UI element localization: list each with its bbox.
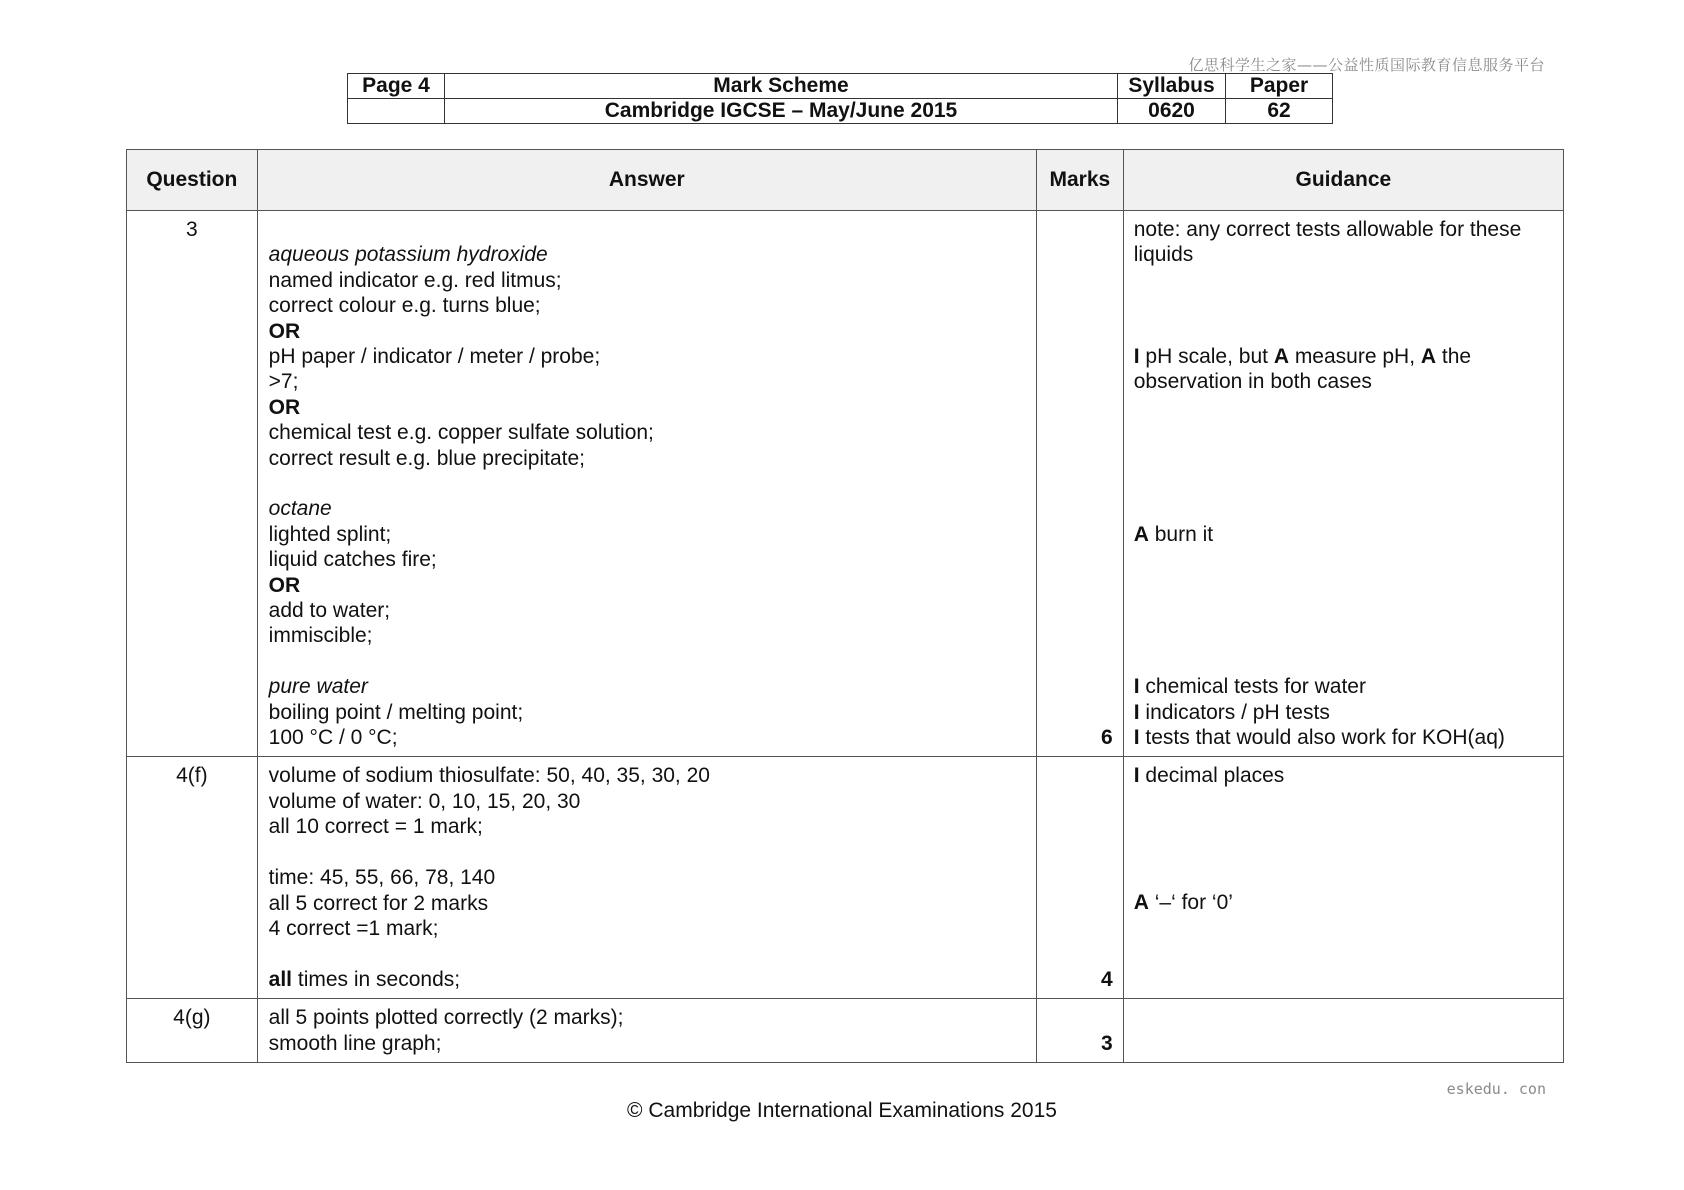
answer-subheading: aqueous potassium hydroxide <box>268 243 548 267</box>
marks-value: 3 <box>1036 999 1123 1063</box>
guidance-line: liquids <box>1133 243 1194 267</box>
answer-line: boiling point / melting point; <box>268 700 524 724</box>
answer-line: pH paper / indicator / meter / probe; <box>268 345 601 369</box>
guidance-line: I decimal places <box>1133 764 1285 788</box>
question-number: 4(g) <box>127 999 258 1063</box>
answer-line: all 5 correct for 2 marks <box>268 891 489 915</box>
page-label: Page 4 <box>348 74 445 99</box>
guidance-line: I indicators / pH tests <box>1133 700 1330 724</box>
header-table <box>347 73 1333 124</box>
answer-line: correct result e.g. blue precipitate; <box>268 446 585 470</box>
doc-title: Mark Scheme <box>445 74 1118 99</box>
guidance-cell <box>1123 211 1563 757</box>
guidance-line: I pH scale, but A measure pH, A the <box>1133 344 1472 368</box>
guidance-line: A burn it <box>1133 522 1214 546</box>
answer-line: chemical test e.g. copper sulfate solution; <box>268 421 654 445</box>
answer-line: add to water; <box>268 599 391 623</box>
syllabus-code: 0620 <box>1118 99 1226 124</box>
guidance-line: I chemical tests for water <box>1133 675 1366 699</box>
answer-or: OR <box>268 573 301 597</box>
answer-line: immiscible; <box>268 624 373 648</box>
footer-site-watermark: eskedu. con <box>1446 1080 1546 1098</box>
table-row-q4f <box>127 757 1564 999</box>
answer-subheading: pure water <box>268 675 368 699</box>
guidance-line: A ‘–‘ for ‘0’ <box>1133 891 1233 915</box>
table-row-q3 <box>127 211 1564 757</box>
answer-cell <box>257 757 1036 999</box>
answer-line: all 5 points plotted correctly (2 marks); <box>268 1006 624 1030</box>
answer-line <box>269 840 1026 865</box>
question-number: 4(f) <box>127 757 258 999</box>
copyright-footer: © Cambridge International Examinations 2015 <box>627 1099 1057 1122</box>
answer-line: volume of water: 0, 10, 15, 20, 30 <box>268 789 581 813</box>
answer-line: correct colour e.g. turns blue; <box>268 294 541 318</box>
answer-cell <box>257 999 1036 1063</box>
guidance-cell <box>1123 999 1563 1063</box>
mark-scheme-table <box>126 149 1564 1063</box>
answer-line: named indicator e.g. red litmus; <box>268 268 562 292</box>
answer-or: OR <box>268 395 301 419</box>
marks-value: 6 <box>1036 211 1123 757</box>
answer-line: all 10 correct = 1 mark; <box>268 815 483 839</box>
exam-title: Cambridge IGCSE – May/June 2015 <box>445 99 1118 124</box>
paper-label: Paper <box>1226 74 1333 99</box>
answer-line: 4 correct =1 mark; <box>268 916 439 940</box>
watermark-text: 亿思科学生之家——公益性质国际教育信息服务平台 <box>1188 56 1545 74</box>
guidance-cell <box>1123 757 1563 999</box>
syllabus-label: Syllabus <box>1118 74 1226 99</box>
guidance-header: Guidance <box>1123 150 1563 211</box>
answer-line <box>269 217 1026 242</box>
answer-line: smooth line graph; <box>268 1031 442 1055</box>
answer-line: lighted splint; <box>268 522 392 546</box>
answer-header: Answer <box>257 150 1036 211</box>
guidance-line: note: any correct tests allowable for these <box>1133 218 1522 241</box>
answer-cell <box>257 211 1036 757</box>
guidance-line: observation in both cases <box>1133 370 1372 394</box>
answer-line: all times in seconds; <box>268 967 461 991</box>
answer-line: time: 45, 55, 66, 78, 140 <box>268 866 496 890</box>
marks-header: Marks <box>1036 150 1123 211</box>
guidance-line: I tests that would also work for KOH(aq) <box>1133 725 1505 749</box>
answer-line: >7; <box>268 370 299 394</box>
paper-number: 62 <box>1226 99 1333 124</box>
answer-line: 100 °C / 0 °C; <box>268 726 398 750</box>
answer-line: volume of sodium thiosulfate: 50, 40, 35, 30, 20 <box>268 764 710 788</box>
marks-value: 4 <box>1036 757 1123 999</box>
question-header: Question <box>127 150 258 211</box>
answer-line <box>269 471 1026 496</box>
question-number: 3 <box>127 211 258 757</box>
answer-line: liquid catches fire; <box>268 548 437 572</box>
empty-cell <box>348 99 445 124</box>
table-header-row <box>127 150 1564 211</box>
answer-or: OR <box>268 319 301 343</box>
answer-line <box>269 649 1026 674</box>
table-row-q4g <box>127 999 1564 1063</box>
answer-subheading: octane <box>268 497 332 521</box>
answer-line <box>269 941 1026 966</box>
